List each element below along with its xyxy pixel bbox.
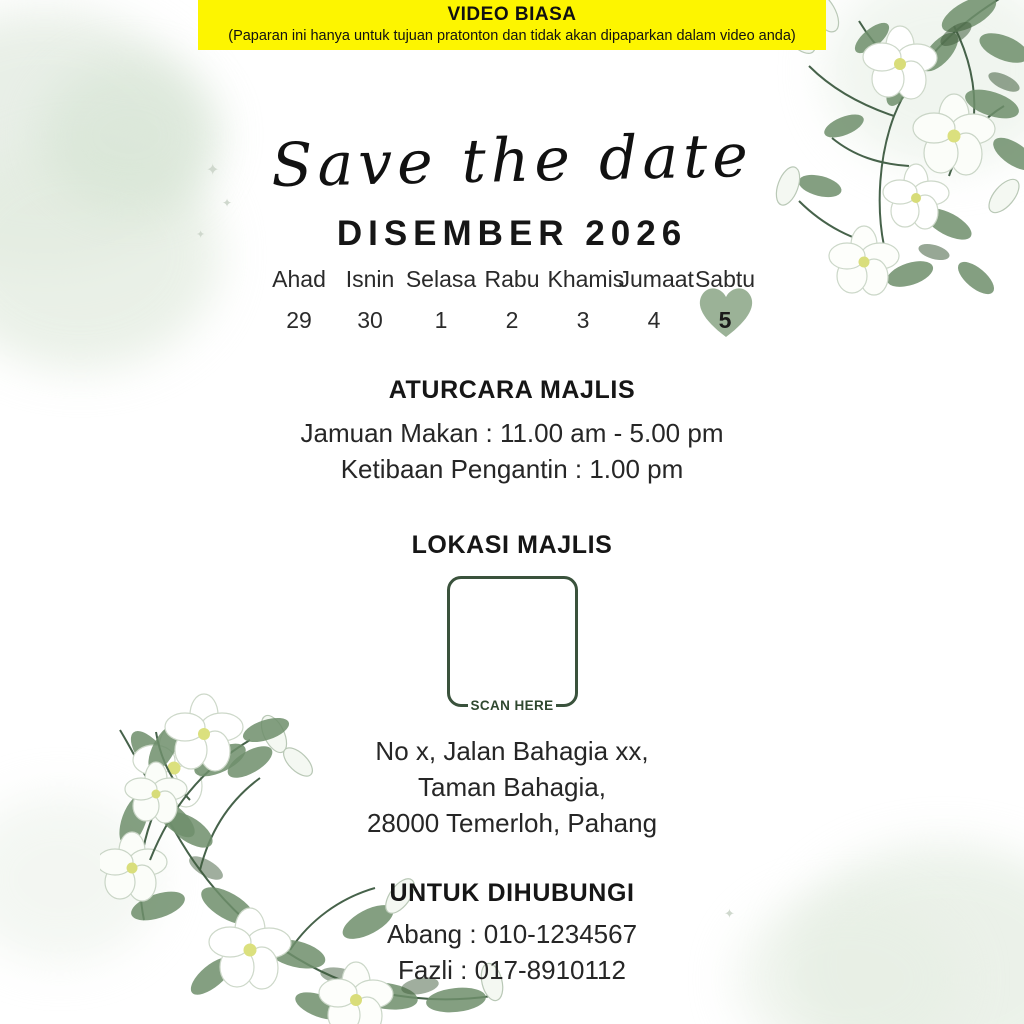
contact-heading: UNTUK DIHUBUNGI: [389, 879, 635, 907]
weekday-header-row: [0, 266, 1024, 293]
date-cell: 3: [576, 307, 590, 333]
save-the-date-title: Save the date: [270, 120, 754, 202]
address-line-2: Taman Bahagia,: [418, 772, 606, 802]
schedule-line-2: Ketibaan Pengantin : 1.00 pm: [340, 454, 684, 484]
weekday-label: Isnin: [345, 266, 395, 292]
sparkle-icon: ✦: [222, 196, 233, 210]
date-cell: 29: [286, 307, 312, 333]
schedule-heading: ATURCARA MAJLIS: [388, 376, 636, 404]
watermark-subtitle: (Paparan ini hanya untuk tujuan pratonton dan tidak akan dipaparkan dalam video anda): [228, 28, 796, 44]
contact-line-1: Abang : 010-1234567: [386, 919, 638, 949]
date-cell: 4: [647, 307, 661, 333]
sparkle-icon: ✦: [724, 906, 735, 921]
qr-scan-here-label: SCAN HERE: [468, 698, 556, 713]
schedule-line-1: Jamuan Makan : 11.00 am - 5.00 pm: [300, 418, 724, 448]
date-cell: 30: [357, 307, 383, 333]
highlighted-date-number: 5: [718, 307, 732, 333]
weekday-label: Ahad: [272, 266, 326, 292]
weekday-label: Rabu: [484, 266, 540, 292]
sparkle-icon: ✦: [196, 229, 206, 241]
date-cell: 1: [434, 307, 448, 333]
weekday-label: Jumaat: [618, 266, 694, 292]
date-row: [0, 307, 1024, 334]
address-line-3: 28000 Temerloh, Pahang: [366, 808, 658, 838]
highlighted-date-cell: [690, 307, 761, 334]
qr-code-placeholder[interactable]: [447, 576, 578, 713]
date-cell: 2: [505, 307, 519, 333]
weekday-label: Khamis: [547, 266, 625, 292]
address-line-1: No x, Jalan Bahagia xx,: [375, 736, 649, 766]
weekday-label: Sabtu: [694, 266, 756, 292]
preview-watermark-banner: [198, 0, 826, 50]
sparkle-icon: ✦: [206, 162, 220, 179]
watermark-title: VIDEO BIASA: [447, 4, 577, 25]
weekday-label: Selasa: [405, 266, 477, 292]
location-heading: LOKASI MAJLIS: [411, 531, 613, 559]
contact-line-2: Fazli : 017-8910112: [398, 955, 626, 985]
month-year-heading: DISEMBER 2026: [336, 214, 688, 253]
